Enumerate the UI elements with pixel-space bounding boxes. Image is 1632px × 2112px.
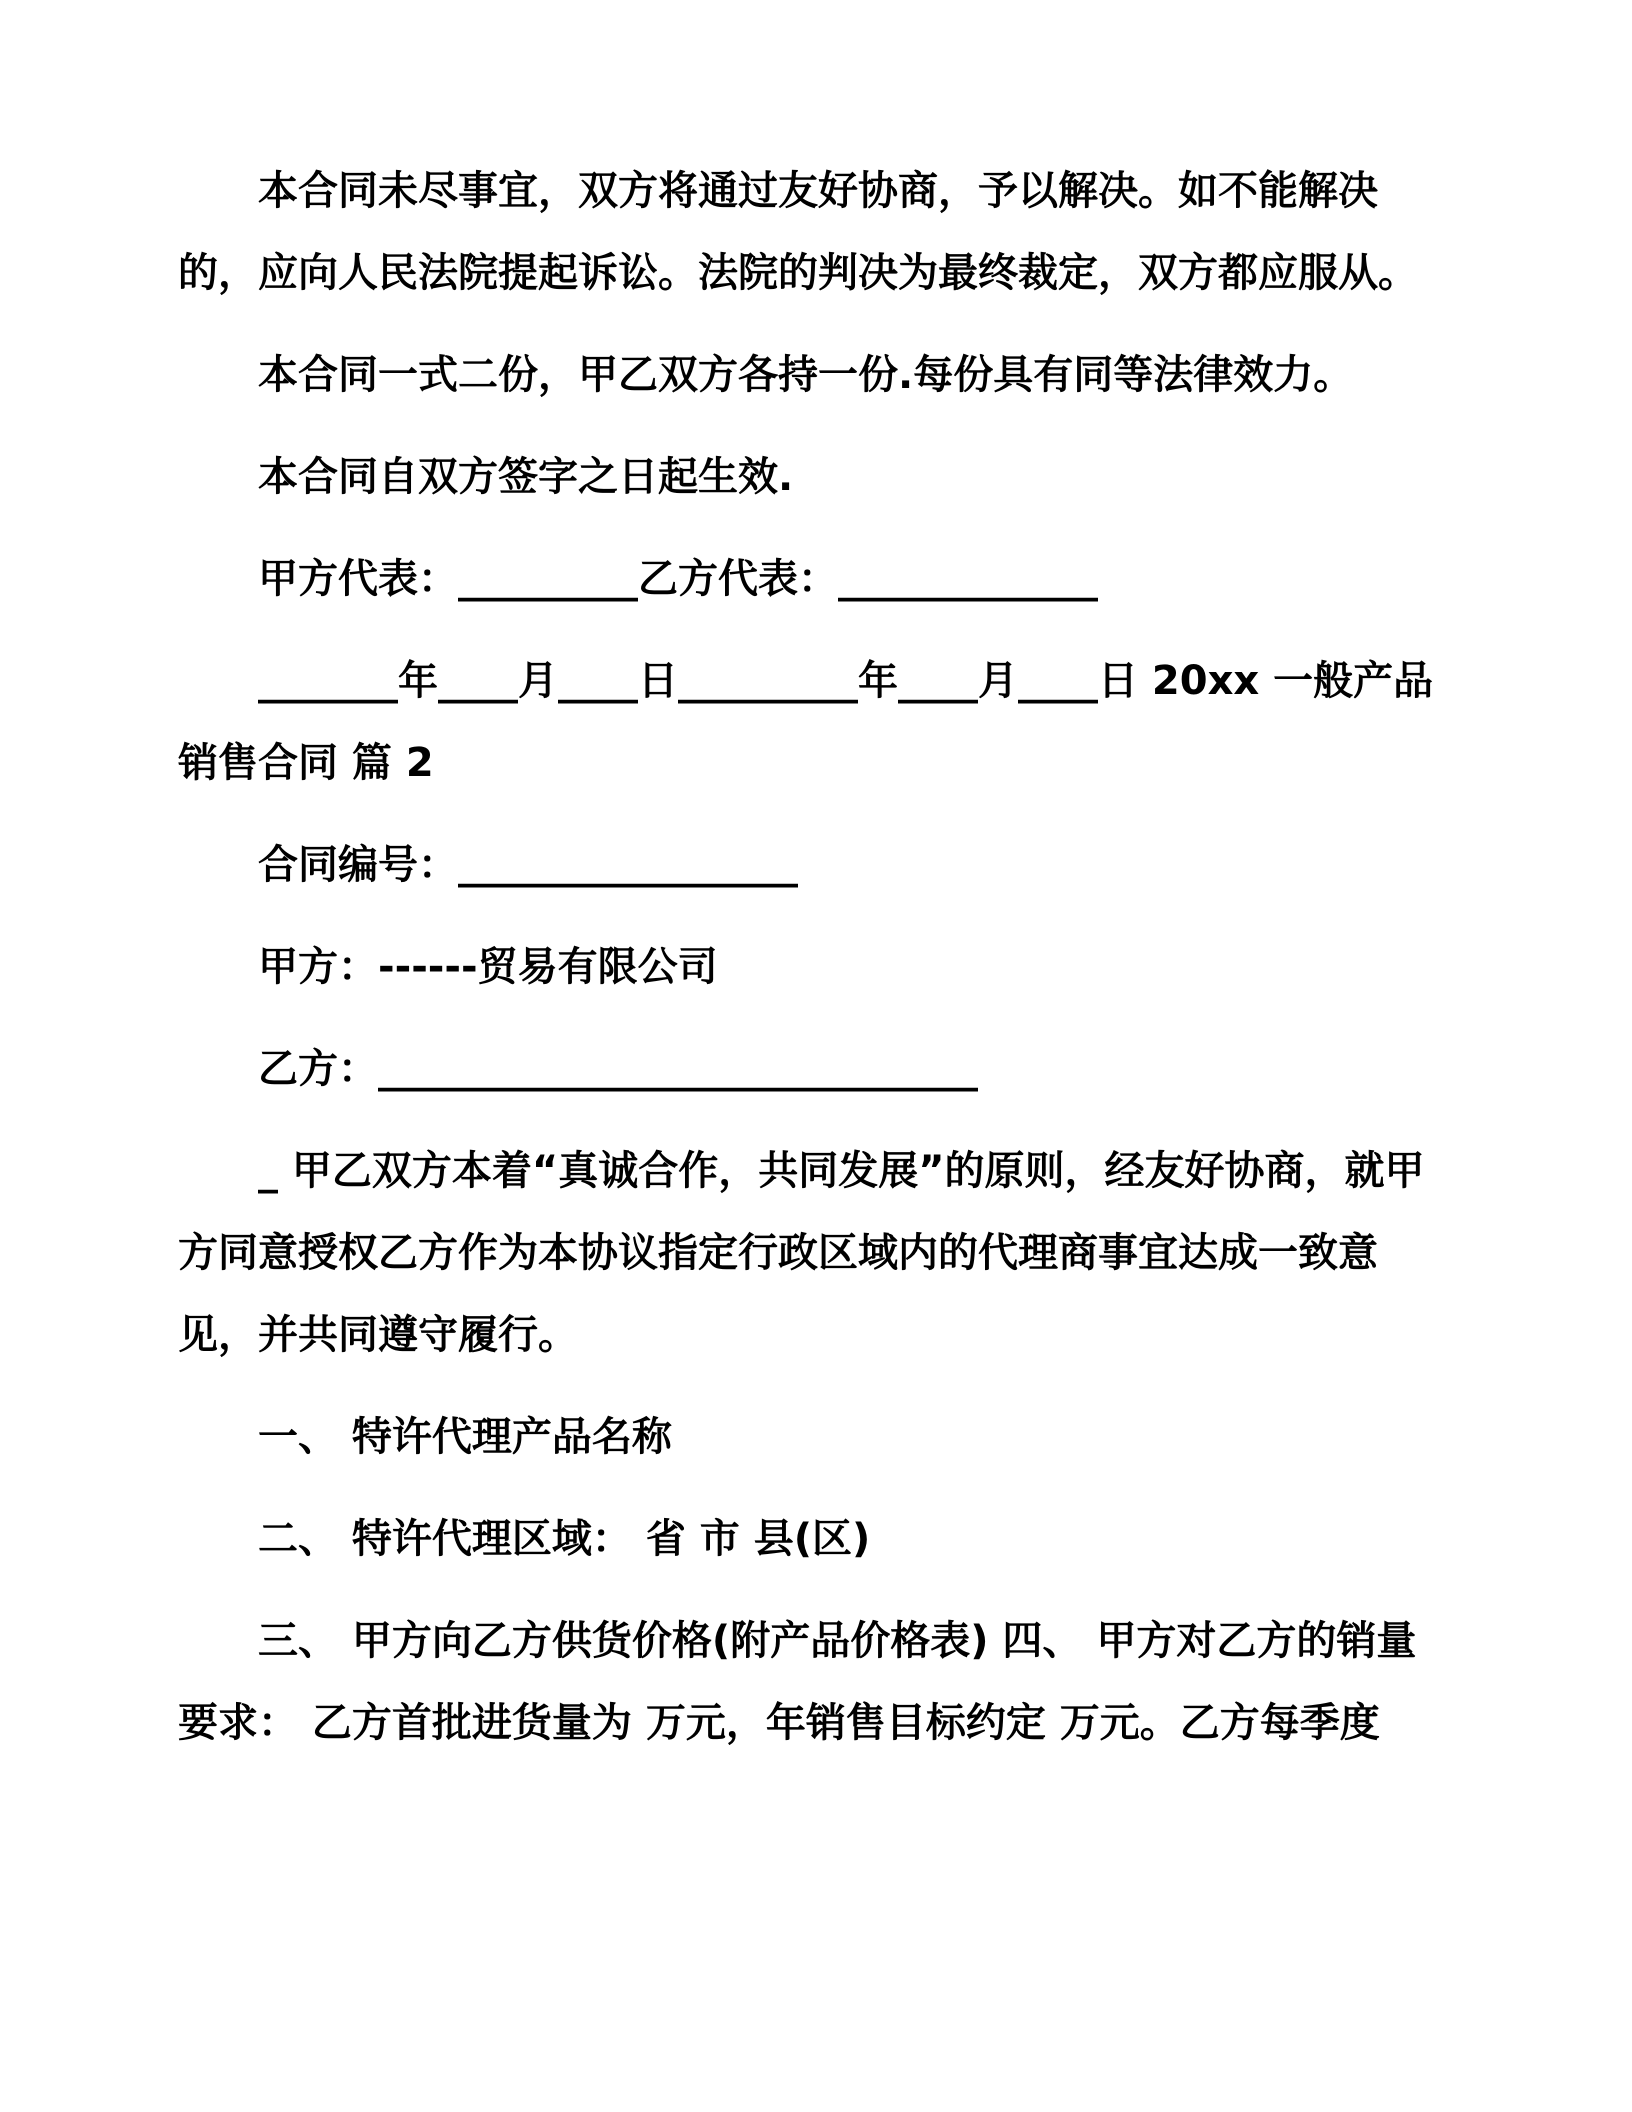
contract-number-line: 合同编号：_________________: [258, 842, 798, 888]
party-b-line: 乙方：______________________________: [258, 1046, 978, 1092]
clause-item-3-4-pricing-and-sales-target: 三、 甲方向乙方供货价格(附产品价格表) 四、 甲方对乙方的销量要求： 乙方首批进货量为 万元，年销售目标约定 万元。乙方每季度: [178, 1618, 1417, 1746]
clause-copies: 本合同一式二份，甲乙双方各持一份.每份具有同等法律效力。: [258, 352, 1354, 398]
signature-date-line-and-next-title: _______年____月____日_________年____月____日 20xx 一般产品销售合同 篇 2: [178, 658, 1434, 786]
party-a-line: 甲方：------贸易有限公司: [258, 944, 718, 990]
clause-item-1-product-name: 一、 特许代理产品名称: [258, 1414, 672, 1460]
clause-item-2-territory: 二、 特许代理区域： 省 市 县(区): [258, 1516, 871, 1562]
signature-representatives-line: 甲方代表：_________乙方代表：_____________: [258, 556, 1098, 602]
document-body: [178, 150, 1456, 1764]
preamble-paragraph: _ 甲乙双方本着“真诚合作，共同发展”的原则，经友好协商，就甲方同意授权乙方作为本协议指定行政区域内的代理商事宜达成一致意见，并共同遵守履行。: [178, 1148, 1425, 1358]
clause-effective-date: 本合同自双方签字之日起生效.: [258, 454, 794, 500]
clause-dispute-resolution: 本合同未尽事宜，双方将通过友好协商，予以解决。如不能解决的，应向人民法院提起诉讼。法院的判决为最终裁定，双方都应服从。: [178, 168, 1418, 296]
